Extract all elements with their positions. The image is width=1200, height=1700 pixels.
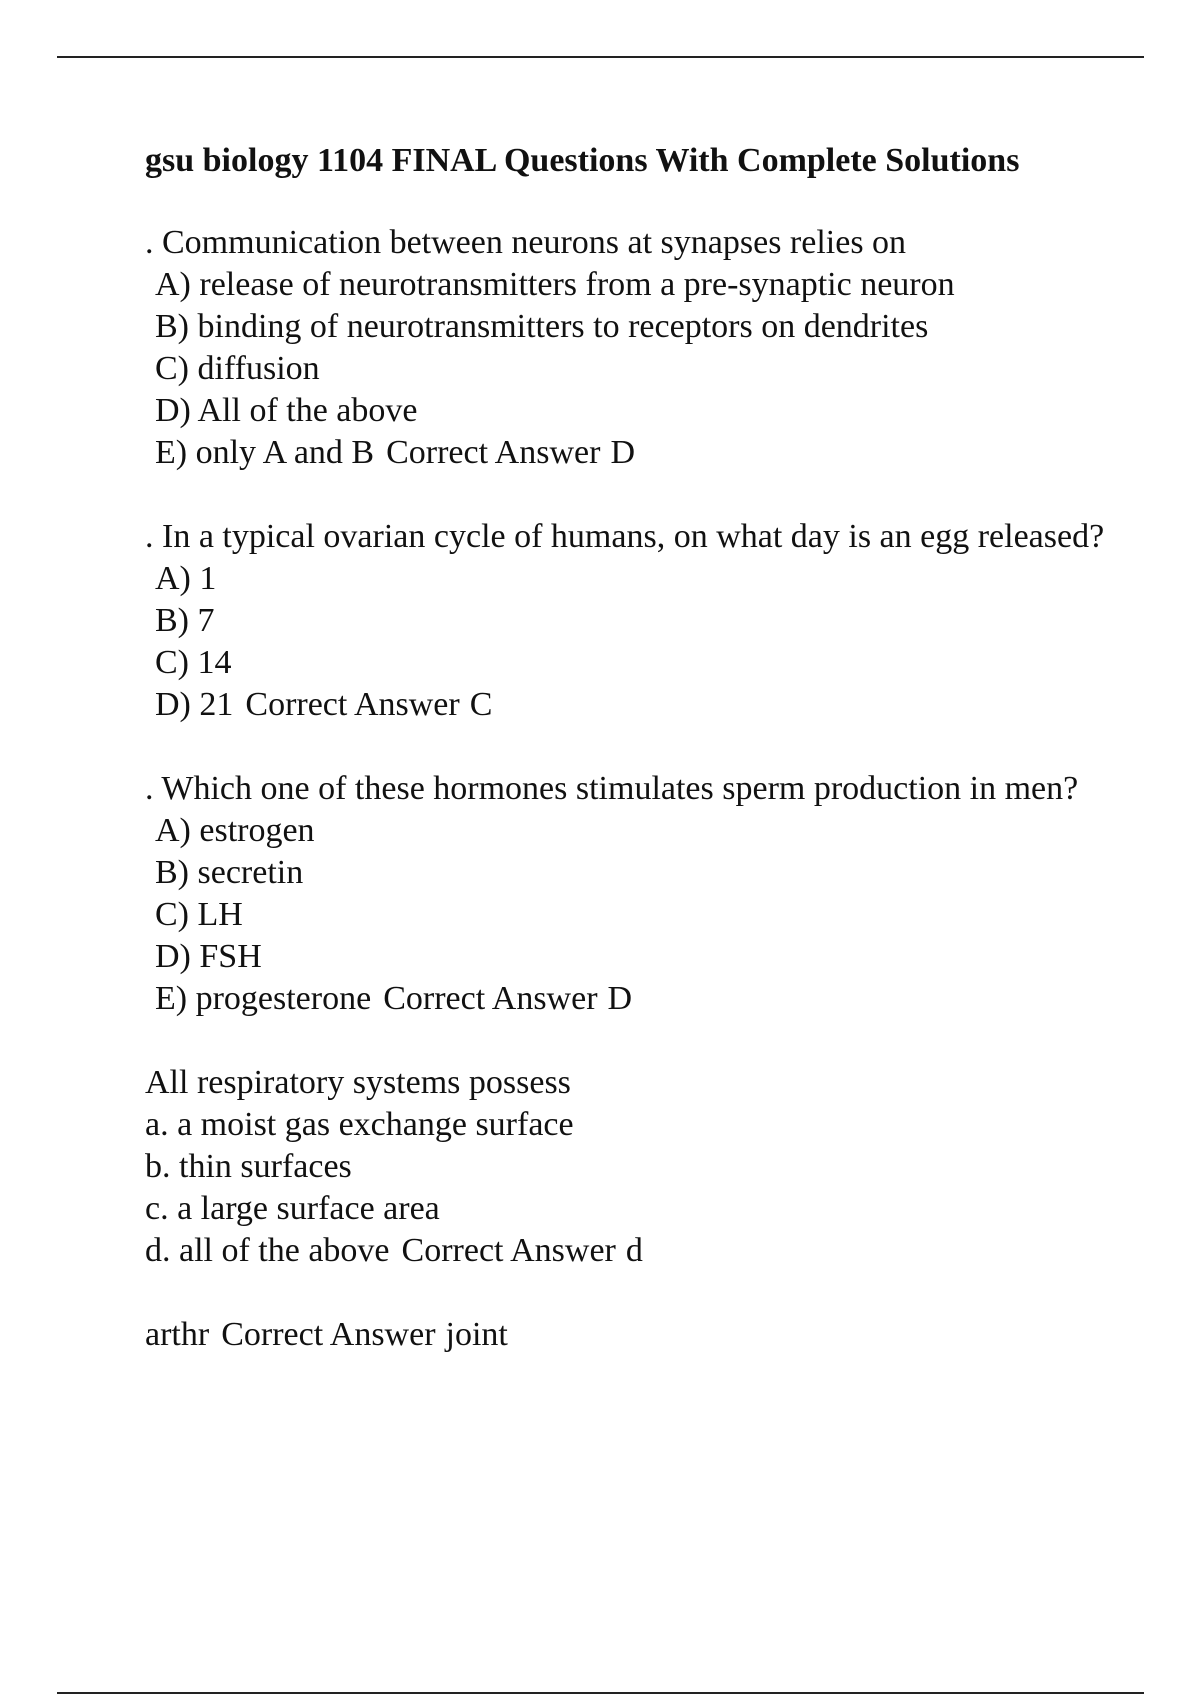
answer-value: joint [445,1316,508,1353]
question-block [145,222,1105,474]
option-item: A) release of neurotransmitters from a pre-synaptic neuron [155,266,955,303]
option-item-with-answer [145,978,1105,1020]
bottom-rule [57,1692,1144,1694]
answer-label: Correct Answer [386,434,601,471]
question-block [145,1314,1105,1356]
option-item: D) FSH [155,938,262,975]
question-prompt: All respiratory systems possess [145,1064,571,1101]
question-block [145,1062,1105,1272]
answer-value: d [625,1232,643,1269]
option-item: C) diffusion [155,350,320,387]
answer-label: Correct Answer [401,1232,616,1269]
option-item: C) LH [155,896,243,933]
option-list [145,1104,1105,1272]
option-item: A) 1 [155,560,217,597]
option-item: D) All of the above [155,392,418,429]
option-item: b. thin surfaces [145,1148,352,1185]
option-list [145,264,1105,474]
top-rule [57,56,1144,58]
option-item-with-answer [145,432,1105,474]
option-item: B) 7 [155,602,215,639]
answer-label: Correct Answer [221,1316,436,1353]
option-item-with-answer [145,684,1105,726]
option-list [145,558,1105,726]
option-text: D) 21 [155,686,234,723]
question-prompt: . In a typical ovarian cycle of humans, on what day is an egg released? [145,518,1105,555]
answer-label: Correct Answer [245,686,460,723]
option-item: B) binding of neurotransmitters to receptors on dendrites [155,308,929,345]
option-text: E) progesterone [155,980,372,1017]
question-prompt: . Communication between neurons at synapses relies on [145,224,907,261]
option-item: a. a moist gas exchange surface [145,1106,574,1143]
term-text: arthr [145,1316,210,1353]
document-body [145,140,1105,1398]
option-item-with-answer [145,1230,1105,1272]
option-text: d. all of the above [145,1232,390,1269]
option-list [145,810,1105,1020]
answer-value: C [469,686,493,723]
question-prompt: . Which one of these hormones stimulates sperm production in men? [145,770,1079,807]
option-item: B) secretin [155,854,304,891]
option-item: A) estrogen [155,812,315,849]
document-title: gsu biology 1104 FINAL Questions With Complete Solutions [145,142,1020,179]
option-item: c. a large surface area [145,1190,440,1227]
answer-value: D [607,980,633,1017]
answer-label: Correct Answer [383,980,598,1017]
option-text: E) only A and B [155,434,375,471]
question-block [145,768,1105,1020]
option-item: C) 14 [155,644,232,681]
term-line [145,1314,1105,1356]
question-block [145,516,1105,726]
answer-value: D [610,434,635,471]
